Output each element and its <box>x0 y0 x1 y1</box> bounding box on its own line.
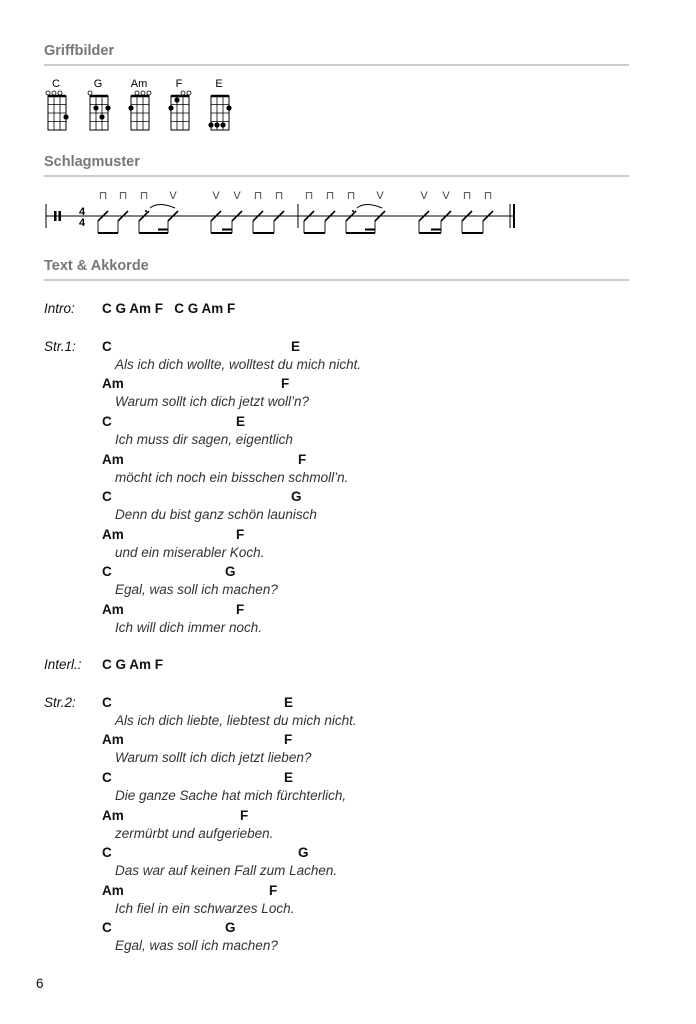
chord: Am <box>102 527 124 542</box>
upstroke-icon: V <box>420 190 428 202</box>
interlude-label: Interl.: <box>44 657 82 672</box>
chord: C <box>102 695 112 710</box>
lyric-text: Denn du bist ganz schön launisch <box>115 507 317 522</box>
chord-diagram-am <box>128 78 151 130</box>
lyric-line <box>0 749 696 767</box>
chord-line <box>0 601 696 619</box>
lyric-text: und ein miserabler Koch. <box>115 545 265 560</box>
downstroke-icon: ⊓ <box>253 190 263 202</box>
chord: F <box>269 883 278 898</box>
chord: G <box>298 845 309 860</box>
chord: C <box>102 920 112 935</box>
chord-diagram-label: Am <box>130 78 148 90</box>
lyric-text: Das war auf keinen Fall zum Lachen. <box>115 863 338 878</box>
tie <box>357 205 382 209</box>
chord-line <box>0 919 696 937</box>
chord: Am <box>102 376 124 391</box>
interlude-row <box>0 656 696 674</box>
lyric-text: zermürbt und aufgerieben. <box>115 826 274 841</box>
chord-line <box>0 807 696 825</box>
lyric-line <box>0 712 696 730</box>
chord-line <box>0 563 696 581</box>
chord-line <box>0 844 696 862</box>
section-heading-text-akkorde: Text & Akkorde <box>44 258 149 274</box>
chord: F <box>236 602 245 617</box>
downstroke-icon: ⊓ <box>346 190 356 202</box>
lyric-text: Warum sollt ich dich jetzt lieben? <box>115 750 312 765</box>
lyric-text: Egal, was soll ich machen? <box>115 582 278 597</box>
chord: E <box>236 414 246 429</box>
downstroke-icon: ⊓ <box>139 190 149 202</box>
lyric-line <box>0 506 696 524</box>
dot <box>352 210 354 212</box>
chord-diagram-label: G <box>93 78 103 90</box>
chord: Am <box>102 808 124 823</box>
lyric-line <box>0 544 696 562</box>
chord-diagrams <box>44 76 264 136</box>
chord: E <box>284 695 294 710</box>
chord: G <box>225 564 236 579</box>
chord: F <box>240 808 249 823</box>
chord-diagram-f <box>168 78 191 130</box>
tie <box>150 205 175 209</box>
downstroke-icon: ⊓ <box>274 190 284 202</box>
intro-chords: C G Am F C G Am F <box>102 301 236 316</box>
chord-line <box>0 731 696 749</box>
lyric-line <box>0 862 696 880</box>
chord: F <box>284 732 293 747</box>
chord-line <box>0 375 696 393</box>
strumming-pattern <box>44 186 520 248</box>
lyric-line <box>0 900 696 918</box>
chord-line <box>0 413 696 431</box>
lyric-line <box>0 431 696 449</box>
downstroke-icon: ⊓ <box>304 190 314 202</box>
lyric-text: Ich will dich immer noch. <box>115 620 263 635</box>
chord: C <box>102 339 112 354</box>
interlude-chords: C G Am F <box>102 657 164 672</box>
lyric-line <box>0 619 696 637</box>
time-signature-bottom: 4 <box>78 217 86 229</box>
lyric-line <box>0 356 696 374</box>
chord-diagram-label: E <box>215 78 223 90</box>
chord-diagram-g <box>88 78 111 130</box>
intro-label: Intro: <box>44 301 75 316</box>
lyric-text: Als ich dich wollte, wolltest du mich nicht. <box>115 357 362 372</box>
lyric-text: Als ich dich liebte, liebtest du mich nicht. <box>115 713 357 728</box>
strum-marks <box>99 190 493 202</box>
lyric-text: Ich muss dir sagen, eigentlich <box>115 432 293 447</box>
chord-diagram-c <box>46 78 69 130</box>
chord: C <box>102 845 112 860</box>
downstroke-icon: ⊓ <box>325 190 335 202</box>
str2-label: Str.2: <box>44 695 76 710</box>
chord-line <box>0 451 696 469</box>
lyric-text: Egal, was soll ich machen? <box>115 938 278 953</box>
str1-label: Str.1: <box>44 339 76 354</box>
chord: Am <box>102 602 124 617</box>
chord: Am <box>102 732 124 747</box>
chord: C <box>102 414 112 429</box>
lyric-line <box>0 581 696 599</box>
lyric-text: Ich fiel in ein schwarzes Loch. <box>115 901 295 916</box>
lyric-text: Warum sollt ich dich jetzt woll’n? <box>115 394 310 409</box>
chord: E <box>291 339 301 354</box>
downstroke-icon: ⊓ <box>118 190 128 202</box>
page-number: 6 <box>36 976 44 991</box>
chord-line <box>0 488 696 506</box>
section-rule <box>44 279 629 281</box>
lyric-text: Die ganze Sache hat mich fürchterlich, <box>115 788 347 803</box>
chord: F <box>281 376 290 391</box>
chord: G <box>225 920 236 935</box>
chord: F <box>298 452 307 467</box>
chord: Am <box>102 883 124 898</box>
lyric-line <box>0 825 696 843</box>
intro-row <box>0 300 696 318</box>
upstroke-icon: V <box>442 190 450 202</box>
chord: E <box>284 770 294 785</box>
str1-row-1-chords <box>0 338 696 356</box>
chord-diagram-label: F <box>175 78 183 90</box>
section-heading-griffbilder: Griffbilder <box>44 43 115 59</box>
chord-line <box>0 526 696 544</box>
downstroke-icon: ⊓ <box>462 190 472 202</box>
time-signature-top: 4 <box>78 206 86 218</box>
chord: C <box>102 489 112 504</box>
upstroke-icon: V <box>169 190 177 202</box>
downstroke-icon: ⊓ <box>483 190 493 202</box>
section-heading-schlagmuster: Schlagmuster <box>44 154 140 170</box>
upstroke-icon: V <box>212 190 220 202</box>
section-rule <box>44 175 629 177</box>
chord: G <box>291 489 302 504</box>
str2-row-1-chords <box>0 694 696 712</box>
chord: F <box>236 527 245 542</box>
upstroke-icon: V <box>233 190 241 202</box>
chord-diagram-label: C <box>52 78 60 90</box>
lyric-line <box>0 937 696 955</box>
lyric-line <box>0 393 696 411</box>
strum-notes <box>98 205 493 234</box>
chord: C <box>102 564 112 579</box>
chord: C <box>102 770 112 785</box>
lyric-line <box>0 787 696 805</box>
chord: Am <box>102 452 124 467</box>
chord-line <box>0 882 696 900</box>
chord-line <box>0 769 696 787</box>
section-rule <box>44 64 629 66</box>
lyric-text: möcht ich noch ein bisschen schmoll’n. <box>115 470 349 485</box>
chord-diagram-e <box>208 78 231 130</box>
lyric-line <box>0 469 696 487</box>
dot <box>145 210 147 212</box>
upstroke-icon: V <box>376 190 384 202</box>
downstroke-icon: ⊓ <box>98 190 108 202</box>
